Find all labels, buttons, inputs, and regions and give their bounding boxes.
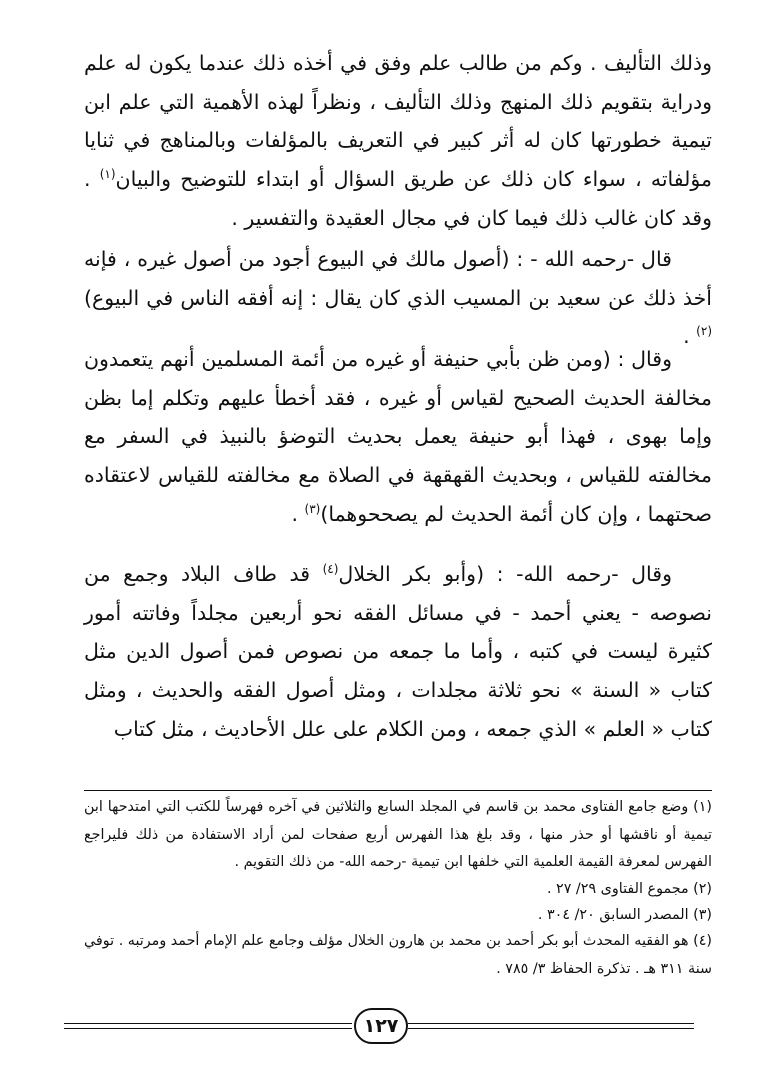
paragraph-1-text: وذلك التأليف . وكم من طالب علم وفق في أخذه ذلك عندما يكون له علم ودراية بتقويم ذلك المنهج وذلك التأليف ، ونظراً لهذه الأهمية التي علم ابن تيمية خطورتها كان له أثر كبير في التعريف بالمؤلفات وبالمناهج في ثنايا مؤلفاته ، سواء كان ذلك عن طريق السؤال أو ابتداء للتوضيح والبيان (84, 51, 712, 192)
footer-rule-right-top (408, 1023, 694, 1024)
footnote-ref-1[interactable]: (١) (99, 167, 116, 182)
paragraph-4-tail: قد طاف البلاد وجمع من نصوصه - يعني أحمد - في مسائل الفقه نحو أربعين مجلداً وفاتته أمور كثيرة ليست في كتبه ، وأما ما جمعه من نصوص فمن أصول الدين مثل كتاب « السنة » نحو ثلاثة مجلدات ، ومثل أصول الفقه والحديث ، ومثل كتاب « العلم » الذي جمعه ، ومن الكلام على علل الأحاديث ، مثل كتاب (84, 562, 712, 741)
paragraph-1-tail: . وقد كان غالب ذلك فيما كان في مجال العقيدة والتفسير . (84, 167, 712, 230)
footnote-2: (٢) مجموع الفتاوى ٢٩/ ٢٧ . (546, 881, 712, 897)
footnote-1: (١) وضع جامع الفتاوى محمد بن قاسم في المجلد السابع والثلاثين في آخره فهرساً للكتب التي امتدحها ابن تيمية أو ناقشها أو حذر منها ، وقد بلغ هذا الفهرس أربع صفحات لمن أراد الاستفادة من ذلك فليراجع الفهرس لمعرفة القيمة العلمية التي خلفها ابن تيمية -رحمه الله- من ذلك التقويم . (84, 799, 712, 870)
footnote-separator (84, 790, 712, 791)
paragraph-2-tail: . (683, 324, 697, 349)
footnote-ref-2[interactable]: (٢) (696, 324, 712, 339)
footnote-ref-3[interactable]: (٣) (304, 501, 321, 516)
paragraph-2-text: قال -رحمه الله - : (أصول مالك في البيوع أجود من أصول غيره ، فإنه أخذ ذلك عن سعيد بن المسيب الذي كان يقال : إنه أفقه الناس في البيوع) (84, 247, 712, 310)
paragraph-2 (84, 240, 712, 356)
paragraph-3 (84, 340, 712, 534)
footnote-4: (٤) هو الفقيه المحدث أبو بكر أحمد بن محمد بن هارون الخلال مؤلف وجامع علم الإمام أحمد ومرتبه . توفي سنة ٣١١ هـ . تذكرة الحفاظ ٣/ ٧٨٥ . (84, 933, 712, 977)
page-footer (64, 1008, 694, 1048)
footnote-ref-4[interactable]: (٤) (322, 562, 339, 577)
paragraph-4 (84, 555, 712, 749)
footer-rule-left-top (64, 1023, 352, 1024)
footer-rule-right-bottom (408, 1028, 694, 1029)
page-number: ١٢٧ (354, 1008, 408, 1044)
paragraph-1 (84, 44, 712, 238)
footnote-3: (٣) المصدر السابق ٢٠/ ٣٠٤ . (537, 907, 712, 923)
paragraph-3-tail: . (291, 501, 305, 526)
paragraph-4-text: وقال -رحمه الله- : (وأبو بكر الخلال (338, 562, 672, 586)
paragraph-3-text: وقال : (ومن ظن بأبي حنيفة أو غيره من أئمة المسلمين أنهم يتعمدون مخالفة الحديث الصحيح لقياس أو غيره ، فقد أخطأ عليهم وتكلم إما بظن وإما بهوى ، فهذا أبو حنيفة يعمل بحديث التوضؤ بالنبيذ في السفر مع مخالفته للقياس ، وبحديث القهقهة في الصلاة مع مخالفته للقياس لاعتقاده صحتهما ، وإن كان أئمة الحديث لم يصححوهما) (84, 347, 712, 526)
footer-rule-left-bottom (64, 1028, 352, 1029)
